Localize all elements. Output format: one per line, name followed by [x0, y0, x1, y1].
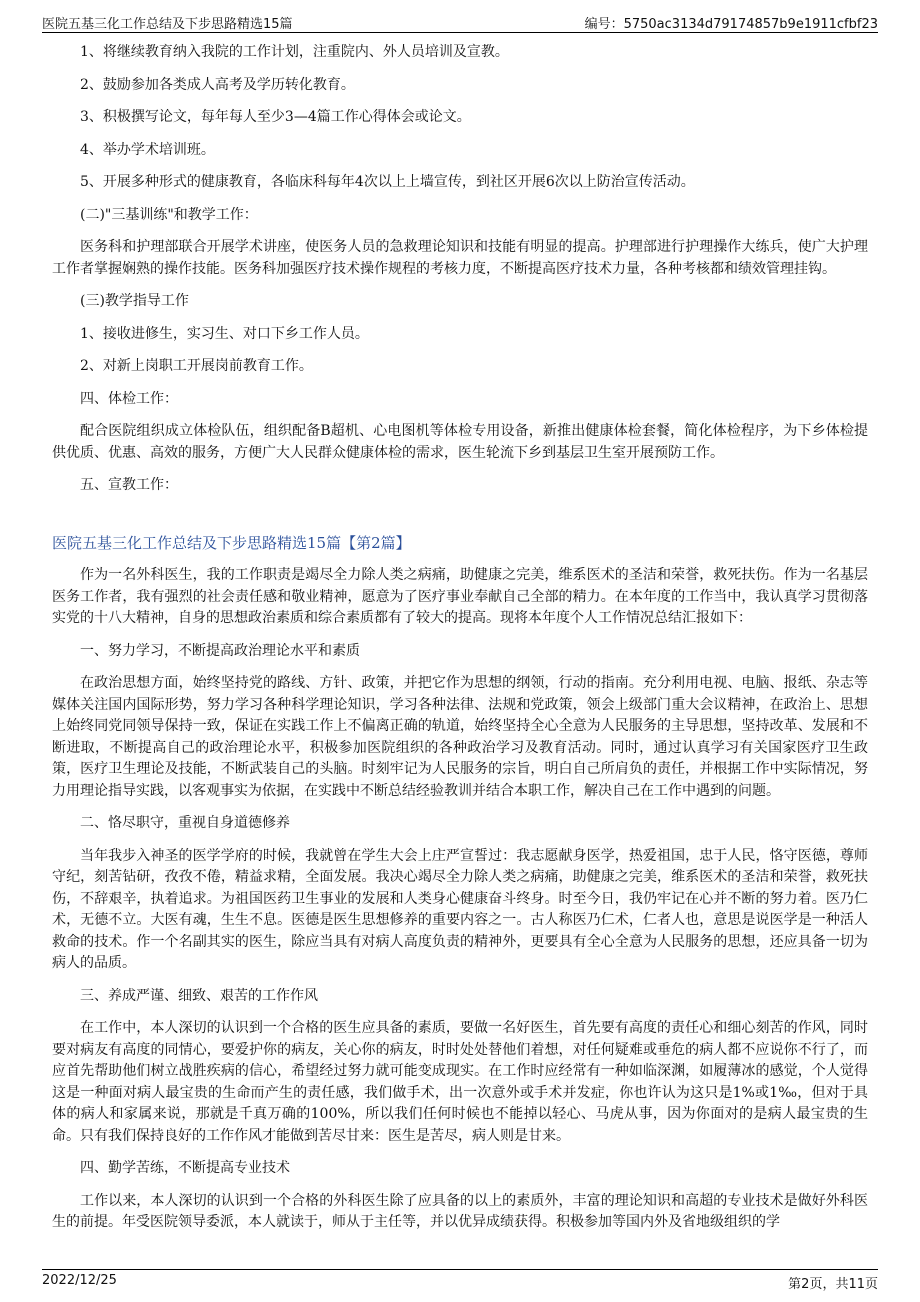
list-item: 2、鼓励参加各类成人高考及学历转化教育。 [80, 76, 355, 93]
list-item: 1、接收进修生，实习生、对口下乡工作人员。 [80, 325, 369, 342]
section-heading: 四、体检工作： [80, 390, 178, 407]
document-body [52, 38, 868, 1234]
section-heading: 四、勤学苦练，不断提高专业技术 [80, 1160, 290, 1176]
paragraph: 在政治思想方面，始终坚持党的路线、方针、政策，并把它作为思想的纲领，行动的指南。充分利用电视、电脑、报纸、杂志等媒体关注国内国际形势，努力学习各种科学理论知识，学习各种法律、法规和党政策，领会上级部门重大会议精神，在政治上、思想上始终同党同领导保持一致，保证在实践工作上不偏离正确的轨道，始终坚持全心全意为人民服务的主导思想，坚持改革、发展和不断进取，不断提高自己的政治理论水平，积极参加医院组织的各种政治学习及教育活动。同时，通过认真学习有关国家医疗卫生政策，医疗卫生理论及技能，不断武装自己的头脑。时刻牢记为人民服务的宗旨，明白自己所肩负的责任，并根据工作中实际情况，努力用理论指导实践，以客观事实为依据，在实践中不断总结经验教训并结合本职工作，解决自己在工作中遇到的问题。 [52, 675, 868, 799]
section-heading: 一、努力学习，不断提高政治理论水平和素质 [80, 642, 360, 659]
paragraph: 工作以来，本人深切的认识到一个合格的外科医生除了应具备的以上的素质外，丰富的理论知识和高超的专业技术是做好外科医生的前提。年受医院领导委派，本人就读于，师从于主任等，并以优异成绩获得。积极参加等国内外及省地级组织的学 [52, 1192, 868, 1230]
footer-date: 2022/12/25 [42, 1273, 117, 1288]
footer-page-number: 第2页，共11页 [788, 1277, 878, 1292]
header-doc-id: 编号：5750ac3134d79174857b9e1911cfbf23 [584, 17, 878, 32]
header-title: 医院五基三化工作总结及下步思路精选15篇 [42, 17, 293, 32]
section-heading: 五、宣教工作： [80, 477, 178, 493]
list-item: 2、对新上岗职工开展岗前教育工作。 [80, 358, 313, 374]
article-heading: 医院五基三化工作总结及下步思路精选15篇【第2篇】 [52, 533, 411, 552]
section-heading: 三、养成严谨、细致、艰苦的工作作风 [80, 987, 318, 1004]
paragraph: 作为一名外科医生，我的工作职责是竭尽全力除人类之病痛，助健康之完美，维系医术的圣洁和荣誉，救死扶伤。作为一名基层医务工作者，我有强烈的社会责任感和敬业精神，愿意为了医疗事业奉献自己全部的精力。在本年度的工作当中，我认真学习贯彻落实党的十八大精神，自身的思想政治素质和综合素质都有了较大的提高。现将本年度个人工作情况总结汇报如下： [52, 567, 868, 626]
list-item: 5、开展多种形式的健康教育，各临床科每年4次以上上墙宣传，到社区开展6次以上防治宣传活动。 [80, 174, 695, 190]
page-footer [42, 1269, 878, 1290]
list-item: 1、将继续教育纳入我院的工作计划，注重院内、外人员培训及宣教。 [80, 44, 509, 60]
paragraph: 配合医院组织成立体检队伍，组织配备B超机、心电图机等体检专用设备，新推出健康体检套餐，简化体检程序，为下乡体检提供优质、优惠、高效的服务，方便广大人民群众健康体检的需求，医生轮流下乡到基层卫生室开展预防工作。 [52, 423, 868, 461]
section-heading: 二、恪尽职守，重视自身道德修养 [80, 815, 290, 831]
page-header [42, 10, 878, 33]
list-item: 4、举办学术培训班。 [80, 141, 215, 158]
section-heading: (二)"三基训练"和教学工作： [80, 206, 258, 223]
section-heading: (三)教学指导工作 [80, 293, 189, 309]
paragraph: 当年我步入神圣的医学学府的时候，我就曾在学生大会上庄严宣誓过：我志愿献身医学，热爱祖国，忠于人民，恪守医德，尊师守纪，刻苦钻研，孜孜不倦，精益求精，全面发展。我决心竭尽全力除人类之病痛，助健康之完美，维系医术的圣洁和荣誉，救死扶伤，不辞艰辛，执着追求。为祖国医药卫生事业的发展和人类身心健康奋斗终身。时至今日，我仍牢记在心并不断的努力着。医乃仁术，无德不立。大医有魂，生生不息。医德是医生思想修养的重要内容之一。古人称医乃仁术，仁者人也，意思是说医学是一种活人救命的技术。作一个名副其实的医生，除应当具有对病人高度负责的精神外，更要具有全心全意为人民服务的思想，还应具备一切为病人的品质。 [52, 847, 868, 971]
list-item: 3、积极撰写论文，每年每人至少3—4篇工作心得体会或论文。 [80, 109, 471, 125]
paragraph: 在工作中，本人深切的认识到一个合格的医生应具备的素质，要做一名好医生，首先要有高度的责任心和细心刻苦的作风，同时要对病友有高度的同情心，要爱护你的病友，关心你的病友，时时处处替他们着想，对任何疑难或垂危的病人都不应说你不行了，而应首先帮助他们树立战胜疾病的信心，希望经过努力就可能变成现实。在工作时应经常有一种如临深渊，如履薄冰的感觉，个人觉得这是一种面对病人最宝贵的生命而产生的责任感，我们做手术，出一次意外或手术并发症，你也许认为这只是1%或1‰，但对于具体的病人和家属来说，那就是千真万确的100%，所以我们任何时候也不能掉以轻心、马虎从事，因为你面对的是病人最宝贵的生命。只有我们保持良好的工作作风才能做到苦尽甘来：医生是苦尽，病人则是甘来。 [52, 1020, 868, 1144]
paragraph: 医务科和护理部联合开展学术讲座，使医务人员的急救理论知识和技能有明显的提高。护理部进行护理操作大练兵，使广大护理工作者掌握娴熟的操作技能。医务科加强医疗技术操作规程的考核力度，不断提高医疗技术力量，各种考核都和绩效管理挂钩。 [52, 239, 868, 277]
